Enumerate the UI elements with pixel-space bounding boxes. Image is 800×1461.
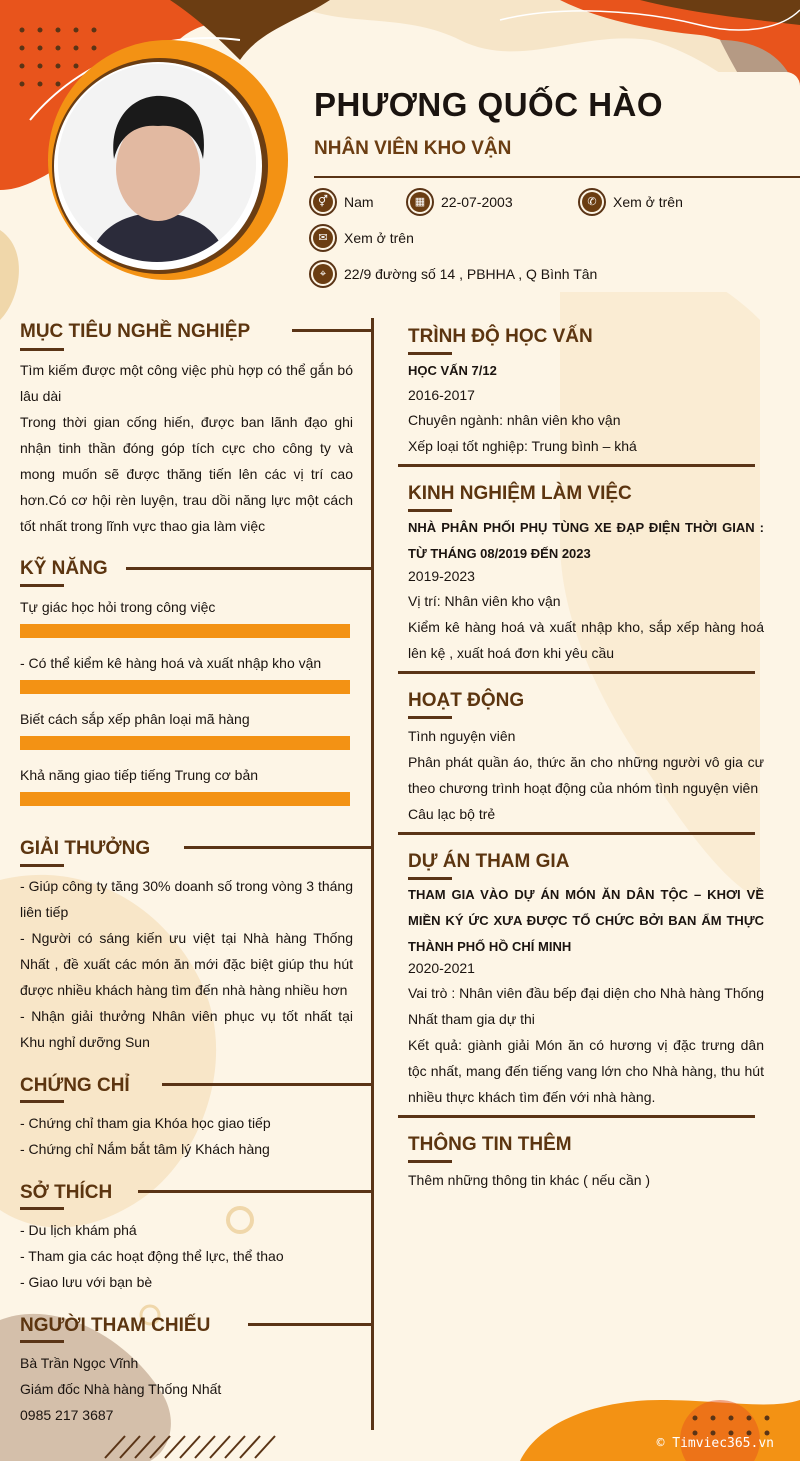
skill-label-3: Biết cách sắp xếp phân loại mã hàng — [20, 711, 250, 727]
birthday-value: 22-07-2003 — [441, 194, 513, 210]
address-value: 22/9 đường số 14 , PBHHA , Q Bình Tân — [344, 266, 598, 282]
objective-line-1: Tìm kiếm được một công việc phù hợp có thể gắn bó lâu dài — [20, 362, 353, 404]
calendar-icon: ▦ — [406, 188, 434, 216]
projects-result: Kết quả: giành giải Món ăn có hương vị đặc trưng dân tộc nhất, mang đến tiếng vang lớn cho Nhà hàng, thu hút nhiều thực khách tìm đến với nhà hàng. — [408, 1037, 764, 1105]
awards-line — [184, 846, 372, 849]
projects-title: DỰ ÁN THAM GIA — [408, 851, 570, 872]
cert-1: - Chứng chỉ tham gia Khóa học giao tiếp — [20, 1115, 271, 1131]
education-school: HỌC VẤN 7/12 — [408, 363, 497, 378]
portrait-placeholder — [58, 64, 256, 262]
projects-period: 2020-2021 — [408, 960, 475, 976]
experience-underline — [408, 509, 452, 512]
experience-title: KINH NGHIỆM LÀM VIỆC — [408, 483, 632, 504]
education-grade: Xếp loại tốt nghiệp: Trung bình – khá — [408, 438, 637, 454]
projects-role: Vai trò : Nhân viên đầu bếp đại diện cho Nhà hàng Thống Nhất tham gia dự thi — [408, 985, 764, 1027]
cert-2: - Chứng chỉ Nắm bắt tâm lý Khách hàng — [20, 1141, 270, 1157]
awards-underline — [20, 864, 64, 867]
education-underline — [408, 352, 452, 355]
job-title: NHÂN VIÊN KHO VẬN — [314, 138, 512, 159]
email-icon: ✉ — [309, 224, 337, 252]
extra-text: Thêm những thông tin khác ( nếu cần ) — [408, 1172, 651, 1188]
email-value: Xem ở trên — [344, 230, 414, 246]
skill-bar-2 — [20, 680, 350, 694]
reference-1: Bà Trần Ngọc Vĩnh — [20, 1355, 139, 1371]
activities-title: HOẠT ĐỘNG — [408, 690, 525, 711]
skills-title: KỸ NĂNG — [20, 558, 108, 579]
gender-icon: ⚥ — [309, 188, 337, 216]
certs-underline — [20, 1100, 64, 1103]
skill-label-2: - Có thể kiểm kê hàng hoá và xuất nhập kho vận — [20, 655, 322, 671]
activities-desc: Phân phát quần áo, thức ăn cho những người vô gia cư theo chương trình hoạt động của nhóm tình nguyện viên — [408, 754, 764, 796]
hobbies-title: SỞ THÍCH — [20, 1182, 113, 1203]
phone-icon: ✆ — [578, 188, 606, 216]
activities-underline — [408, 716, 452, 719]
skill-bar-3 — [20, 736, 350, 750]
experience-desc: Kiểm kê hàng hoá và xuất nhập kho, sắp xếp hàng hoá lên kệ , xuất hoá đơn khi yêu cầu — [408, 619, 764, 661]
reference-underline — [20, 1340, 64, 1343]
education-major: Chuyên ngành: nhân viên kho vận — [408, 412, 621, 428]
skills-line — [126, 567, 372, 570]
location-icon: ⌖ — [309, 260, 337, 288]
education-separator — [398, 464, 755, 467]
activities-separator — [398, 832, 755, 835]
hobby-3: - Giao lưu với bạn bè — [20, 1274, 153, 1290]
watermark: © Timviec365.vn — [656, 1436, 774, 1451]
extra-underline — [408, 1160, 452, 1163]
skills-underline — [20, 584, 64, 587]
skill-label-1: Tự giác học hỏi trong công việc — [20, 599, 216, 615]
objective-title: MỤC TIÊU NGHỀ NGHIỆP — [20, 321, 251, 342]
hobby-2: - Tham gia các hoạt động thể lực, thể thao — [20, 1248, 284, 1264]
certs-title: CHỨNG CHỈ — [20, 1075, 130, 1096]
skill-bar-4 — [20, 792, 350, 806]
projects-separator — [398, 1115, 755, 1118]
awards-title: GIẢI THƯỞNG — [20, 838, 151, 859]
hobby-1: - Du lịch khám phá — [20, 1222, 137, 1238]
phone-value: Xem ở trên — [613, 194, 683, 210]
experience-company: NHÀ PHÂN PHỐI PHỤ TÙNG XE ĐẠP ĐIỆN THỜI GIAN : TỪ THÁNG 08/2019 ĐẾN 2023 — [408, 520, 764, 561]
reference-3: 0985 217 3687 — [20, 1407, 114, 1423]
hobbies-underline — [20, 1207, 64, 1210]
experience-position: Vị trí: Nhân viên kho vận — [408, 593, 561, 609]
objective-line — [292, 329, 372, 332]
certs-line — [162, 1083, 372, 1086]
hobbies-line — [138, 1190, 372, 1193]
gender-value: Nam — [344, 194, 374, 210]
education-period: 2016-2017 — [408, 387, 475, 403]
skill-bar-1 — [20, 624, 350, 638]
education-title: TRÌNH ĐỘ HỌC VẤN — [408, 326, 593, 347]
avatar — [58, 64, 256, 262]
candidate-name: PHƯƠNG QUỐC HÀO — [314, 86, 664, 123]
contact-divider — [314, 176, 800, 178]
activities-role: Tình nguyện viên — [408, 728, 516, 744]
projects-name: THAM GIA VÀO DỰ ÁN MÓN ĂN DÂN TỘC – KHƠI VỀ MIỀN KÝ ỨC XƯA ĐƯỢC TỔ CHỨC BỞI BAN ẨM THỰC THÀNH PHỐ HỒ CHÍ MINH — [408, 887, 764, 954]
award-1: - Giúp công ty tăng 30% doanh số trong vòng 3 tháng liên tiếp — [20, 878, 353, 920]
activities-club: Câu lạc bộ trẻ — [408, 806, 496, 822]
reference-line — [248, 1323, 372, 1326]
objective-line-2: Trong thời gian cống hiến, được ban lãnh đạo ghi nhận tinh thần đóng góp tích cực cho công ty và mong muốn sẽ được thăng tiến lên các vị trí cao hơn.Có cơ hội rèn luyện, trau dồi năng lực một cách tốt nhất trong lĩnh vực thao gia làm việc — [20, 414, 353, 534]
experience-separator — [398, 671, 755, 674]
skill-label-4: Khả năng giao tiếp tiếng Trung cơ bản — [20, 767, 259, 783]
experience-period: 2019-2023 — [408, 568, 475, 584]
projects-underline — [408, 877, 452, 880]
reference-2: Giám đốc Nhà hàng Thống Nhất — [20, 1381, 222, 1397]
award-3: - Nhận giải thưởng Nhân viên phục vụ tốt nhất tại Khu nghỉ dưỡng Sun — [20, 1008, 353, 1050]
column-divider — [371, 318, 374, 1430]
reference-title: NGƯỜI THAM CHIẾU — [20, 1315, 211, 1336]
award-2: - Người có sáng kiến ưu việt tại Nhà hàng Thống Nhất , đề xuất các món ăn mới đặc biệt giúp thu hút được nhiều khách hàng tìm đến nhà hàng nhiều hơn — [20, 930, 353, 998]
extra-title: THÔNG TIN THÊM — [408, 1134, 572, 1155]
objective-underline — [20, 348, 64, 351]
